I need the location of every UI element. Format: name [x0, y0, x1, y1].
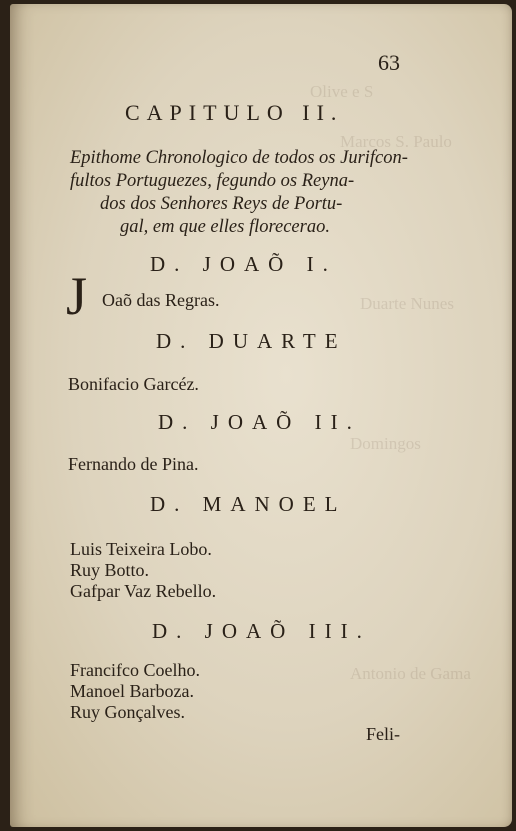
- jurist-name: Luis Teixeira Lobo.: [70, 539, 212, 559]
- drop-cap: J: [66, 266, 88, 326]
- king-heading: D. JOAÕ II.: [158, 410, 361, 434]
- jurist-name: Ruy Botto.: [70, 560, 150, 580]
- king-heading: D. JOAÕ III.: [152, 619, 371, 643]
- show-through-text: Antonio de Gama: [350, 664, 471, 683]
- show-through-text: Duarte Nunes: [360, 294, 454, 313]
- show-through-text: Domingos: [350, 434, 421, 453]
- king-heading: D. DUARTE: [156, 329, 347, 353]
- jurist-name: Gafpar Vaz Rebello.: [70, 581, 217, 601]
- jurist-name: Bonifacio Garcéz.: [68, 374, 199, 394]
- page-number: 63: [378, 50, 400, 75]
- epithome-line: dos dos Senhores Reys de Portu-: [100, 194, 343, 214]
- jurist-name: Francifco Coelho.: [70, 660, 200, 680]
- epithome-line: Epithome Chronologico de todos os Jurifcon-: [70, 148, 408, 168]
- jurist-name: Oaõ das Regras.: [102, 290, 220, 310]
- chapter-heading: CAPITULO II.: [125, 100, 344, 125]
- king-heading: D. JOAÕ I.: [150, 252, 337, 276]
- king-heading: D. MANOEL: [150, 492, 347, 516]
- jurist-name: Fernando de Pina.: [68, 454, 199, 474]
- jurist-name: Ruy Gonçalves.: [70, 702, 185, 722]
- epithome-line: fultos Portuguezes, fegundo os Reyna-: [70, 171, 355, 191]
- epithome-line: gal, em que elles florecerao.: [120, 217, 330, 237]
- show-through-text: Marcos S. Paulo: [340, 132, 452, 151]
- catchword: Feli-: [366, 724, 400, 744]
- book-page: [10, 4, 512, 827]
- jurist-name: Manoel Barboza.: [70, 681, 194, 701]
- show-through-text: Olive e S: [310, 82, 374, 101]
